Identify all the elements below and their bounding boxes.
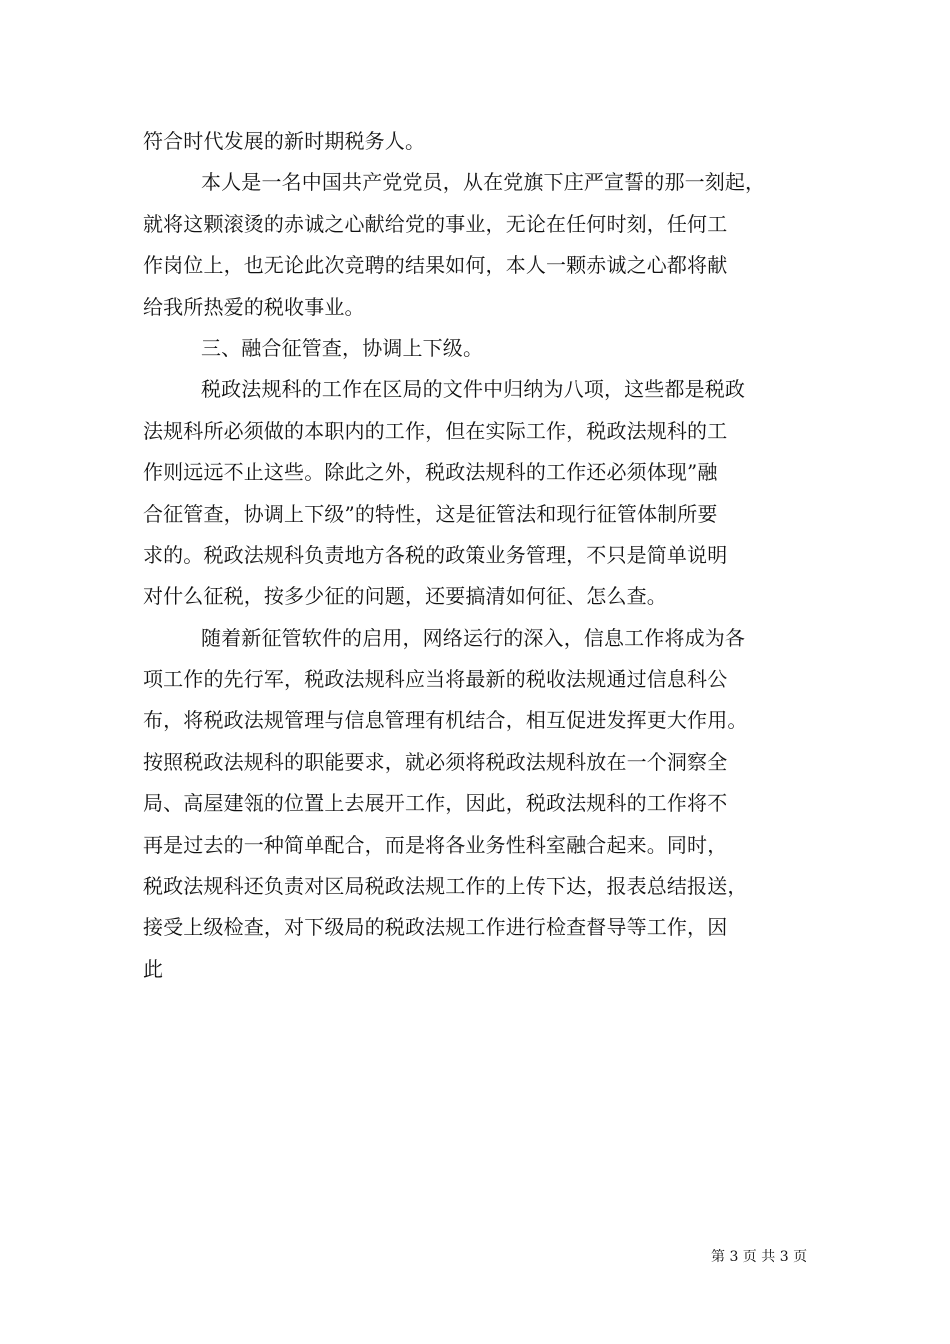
text-line: 合征管查，协调上下级”的特性，这是征管法和现行征管体制所要 xyxy=(143,501,718,526)
text-line: 项工作的先行军，税政法规科应当将最新的税收法规通过信息科公 xyxy=(143,667,728,692)
text-line: 作岗位上，也无论此次竞聘的结果如何，本人一颗赤诚之心都将献 xyxy=(143,253,728,278)
text-line: 此 xyxy=(143,956,164,981)
text-line: 求的。税政法规科负责地方各税的政策业务管理，不只是简单说明 xyxy=(143,542,728,567)
text-line: 符合时代发展的新时期税务人。 xyxy=(143,129,426,153)
document-body xyxy=(143,121,813,990)
text-line: 对什么征税，按多少征的问题，还要搞清如何征、怎么查。 xyxy=(143,584,667,609)
text-line: 税政法规科还负责对区局税政法规工作的上传下达，报表总结报送， xyxy=(143,874,748,899)
text-line: 布，将税政法规管理与信息管理有机结合，相互促进发挥更大作用。 xyxy=(143,708,748,733)
text-line: 局、高屋建瓴的位置上去展开工作，因此，税政法规科的工作将不 xyxy=(143,791,728,816)
text-line: 给我所热爱的税收事业。 xyxy=(143,294,365,319)
text-line: 再是过去的一种简单配合，而是将各业务性科室融合起来。同时， xyxy=(143,832,728,857)
text-line: 税政法规科的工作在区局的文件中归纳为八项，这些都是税政 xyxy=(201,377,746,402)
text-line: 法规科所必须做的本职内的工作，但在实际工作，税政法规科的工 xyxy=(143,418,728,443)
text-line: 随着新征管软件的启用，网络运行的深入，信息工作将成为各 xyxy=(201,625,746,650)
page-number-footer: 第 3 页 共 3 页 xyxy=(711,1249,808,1265)
text-line: 三、融合征管查，协调上下级。 xyxy=(201,335,484,360)
text-line: 就将这颗滚烫的赤诚之心献给党的事业，无论在任何时刻，任何工 xyxy=(143,211,728,236)
text-line: 接受上级检查，对下级局的税政法规工作进行检查督导等工作，因 xyxy=(143,915,728,940)
text-line: 作则远远不止这些。除此之外，税政法规科的工作还必须体现”融 xyxy=(143,460,718,485)
text-line: 按照税政法规科的职能要求，就必须将税政法规科放在一个洞察全 xyxy=(143,749,728,774)
text-line: 本人是一名中国共产党党员，从在党旗下庄严宣誓的那一刻起， xyxy=(201,170,766,195)
